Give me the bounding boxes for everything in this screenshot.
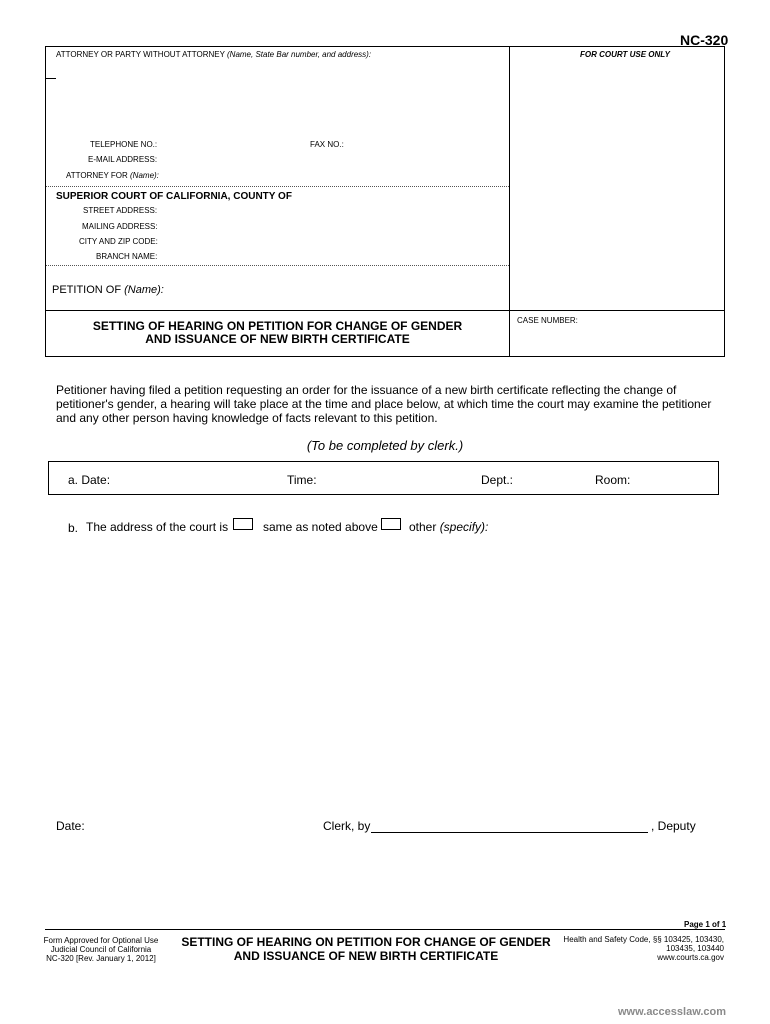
telephone-label: TELEPHONE NO.: <box>90 140 158 149</box>
street-address-label: STREET ADDRESS: <box>83 206 158 215</box>
petition-of-label: PETITION OF (Name): <box>52 284 164 296</box>
form-number: NC-320 <box>680 32 729 48</box>
address-b-label: b. <box>68 521 79 535</box>
signature-date-label: Date: <box>56 819 85 833</box>
hearing-time-label: Time: <box>287 473 317 487</box>
form-title: SETTING OF HEARING ON PETITION FOR CHANGE OF GENDER AND ISSUANCE OF NEW BIRTH CERTIFICATE <box>92 319 463 346</box>
footer-rule <box>45 929 725 930</box>
hearing-date-label: a. Date: <box>68 473 111 487</box>
court-separator <box>46 186 509 187</box>
attorney-for-label: ATTORNEY FOR (Name): <box>66 171 159 180</box>
footer-left: Form Approved for Optional Use Judicial Council of California NC-320 [Rev. January 1, 2012] <box>43 936 159 963</box>
fax-label: FAX NO.: <box>310 140 344 149</box>
petition-paragraph: Petitioner having filed a petition requesting an order for the issuance of a new birth certificate reflecting the change of petitioner's gender, a hearing will take place at the time and place below, at which time the court may examine the petitioner and any other person having knowledge of facts relevant to this petition. <box>56 383 712 425</box>
clerk-by-label: Clerk, by <box>323 819 371 833</box>
page-number: Page 1 of 1 <box>684 920 727 929</box>
footer-title: SETTING OF HEARING ON PETITION FOR CHANGE OF GENDER AND ISSUANCE OF NEW BIRTH CERTIFICATE <box>181 935 551 963</box>
petition-separator <box>46 265 509 266</box>
branch-name-label: BRANCH NAME: <box>96 252 158 261</box>
other-address-checkbox[interactable] <box>381 518 401 530</box>
clerk-signature-line[interactable] <box>371 832 648 833</box>
courts-link[interactable]: www.courts.ca.gov <box>657 953 724 962</box>
clerk-note: (To be completed by clerk.) <box>306 438 464 453</box>
hearing-room-label: Room: <box>595 473 631 487</box>
attorney-tick <box>46 78 56 79</box>
hearing-dept-label: Dept.: <box>481 473 514 487</box>
deputy-label: , Deputy <box>651 819 696 833</box>
court-title: SUPERIOR COURT OF CALIFORNIA, COUNTY OF <box>56 191 292 202</box>
attorney-label: ATTORNEY OR PARTY WITHOUT ATTORNEY (Name, State Bar number, and address): <box>56 50 372 59</box>
email-label: E-MAIL ADDRESS: <box>88 155 158 164</box>
case-number-label: CASE NUMBER: <box>517 316 578 325</box>
address-text: The address of the court is <box>86 520 229 534</box>
footer-right: Health and Safety Code, §§ 103425, 103430, 103435, 103440 www.courts.ca.gov <box>560 935 724 962</box>
same-address-label: same as noted above <box>263 520 378 534</box>
watermark: www.accesslaw.com <box>618 1006 727 1018</box>
mailing-address-label: MAILING ADDRESS: <box>82 222 158 231</box>
title-separator <box>46 310 725 311</box>
city-zip-label: CITY AND ZIP CODE: <box>79 237 158 246</box>
same-address-checkbox[interactable] <box>233 518 253 530</box>
other-address-label: other (specify): <box>409 520 489 534</box>
court-use-label: FOR COURT USE ONLY <box>580 50 670 59</box>
